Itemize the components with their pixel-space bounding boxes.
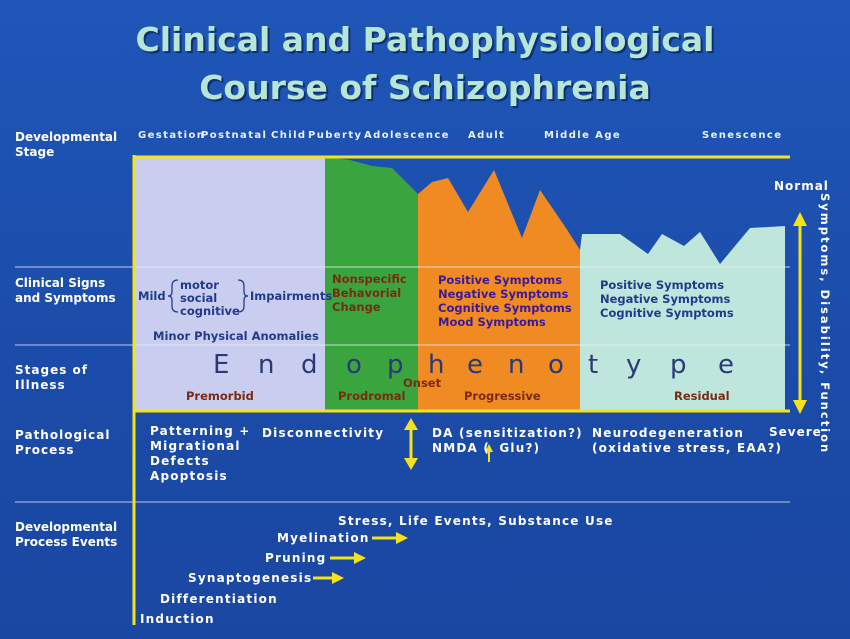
onset-arrow-top [404, 418, 418, 430]
stage-puberty: Puberty [308, 130, 363, 141]
premorbid-cognitive: cognitive [180, 304, 240, 318]
vertical-axis-label [810, 193, 840, 455]
stage-progressive: Progressive [464, 389, 541, 403]
progressive-symptoms: Positive Symptoms Negative Symptoms Cognitive Symptoms Mood Symptoms [438, 273, 572, 329]
event-synaptogenesis: Synaptogenesis [188, 571, 313, 585]
endo-letter-1: E [213, 350, 230, 380]
event-stress: Stress, Life Events, Substance Use [338, 514, 614, 528]
pathology-da: DA (sensitization?) [432, 426, 583, 440]
severity-arrow-top [793, 212, 807, 226]
stage-gestation: Gestation [138, 130, 206, 141]
row-label-stages-of-illness: Stages of Illness [15, 363, 88, 392]
premorbid-social: social [180, 291, 218, 305]
row-label-clinical-signs: Clinical Signs and Symptoms [15, 276, 116, 305]
title-line-1: Clinical and Pathophysiological [135, 20, 715, 59]
endo-letter-8: n [508, 350, 525, 380]
stage-middle-age: Middle Age [544, 130, 622, 141]
vertical-axis-text: Symptoms, Disability, Function [818, 193, 832, 455]
stage-adult: Adult [468, 130, 506, 141]
pruning-arrowhead [354, 552, 366, 564]
event-pruning: Pruning [265, 551, 327, 565]
pathology-patterning: Patterning + Migrational Defects Apoptosis [150, 424, 251, 483]
severe-label: Severe [769, 425, 822, 439]
endo-letter-13: e [718, 350, 734, 380]
pathology-neurodegeneration: Neurodegeneration (oxidative stress, EAA?) [592, 426, 783, 455]
stage-adolescence: Adolescence [364, 130, 450, 141]
endo-letter-11: y [626, 350, 642, 380]
stage-residual: Residual [674, 389, 730, 403]
normal-label: Normal [774, 179, 829, 193]
row-label-developmental-events: Developmental Process Events [15, 520, 118, 549]
event-induction: Induction [140, 612, 215, 626]
severity-arrow-bottom [793, 400, 807, 414]
row-label-developmental-stage: Developmental Stage [15, 130, 118, 159]
premorbid-mild: Mild [138, 289, 166, 303]
premorbid-zone [135, 157, 325, 410]
event-myelination: Myelination [277, 531, 370, 545]
title-line-2: Course of Schizophrenia [199, 68, 651, 107]
endo-letter-9: o [548, 350, 564, 380]
endo-letter-5: p [387, 350, 404, 380]
pathology-glu: Glu?) [494, 441, 541, 455]
stage-child: Child [271, 130, 307, 141]
premorbid-impairments: Impairments [250, 289, 333, 303]
stage-onset: Onset [403, 376, 442, 390]
event-differentiation: Differentiation [160, 592, 278, 606]
endo-letter-3: d [301, 350, 318, 380]
stage-postnatal: Postnatal [201, 130, 268, 141]
stage-prodromal: Prodromal [338, 389, 406, 403]
endo-letter-10: t [588, 350, 599, 380]
pathology-disconnectivity: Disconnectivity [262, 426, 385, 440]
synaptogenesis-arrowhead [332, 572, 344, 584]
premorbid-anomalies: Minor Physical Anomalies [153, 329, 319, 343]
endo-letter-6: h [428, 350, 445, 380]
premorbid-motor: motor [180, 278, 219, 292]
stage-premorbid: Premorbid [186, 389, 254, 403]
stage-senescence: Senescence [702, 130, 783, 141]
residual-symptoms: Positive Symptoms Negative Symptoms Cognitive Symptoms [600, 278, 734, 320]
row-label-pathological-process: Pathological Process [15, 428, 111, 457]
endo-letter-2: n [258, 350, 275, 380]
prodromal-symptoms: Nonspecific Behavorial Change [332, 272, 407, 314]
endo-letter-12: p [670, 350, 687, 380]
endo-letter-4: o [346, 350, 362, 380]
endo-letter-7: e [467, 350, 483, 380]
pathology-nmda: NMDA ( [432, 441, 491, 455]
onset-arrow-bottom [404, 458, 418, 470]
myelination-arrowhead [396, 532, 408, 544]
